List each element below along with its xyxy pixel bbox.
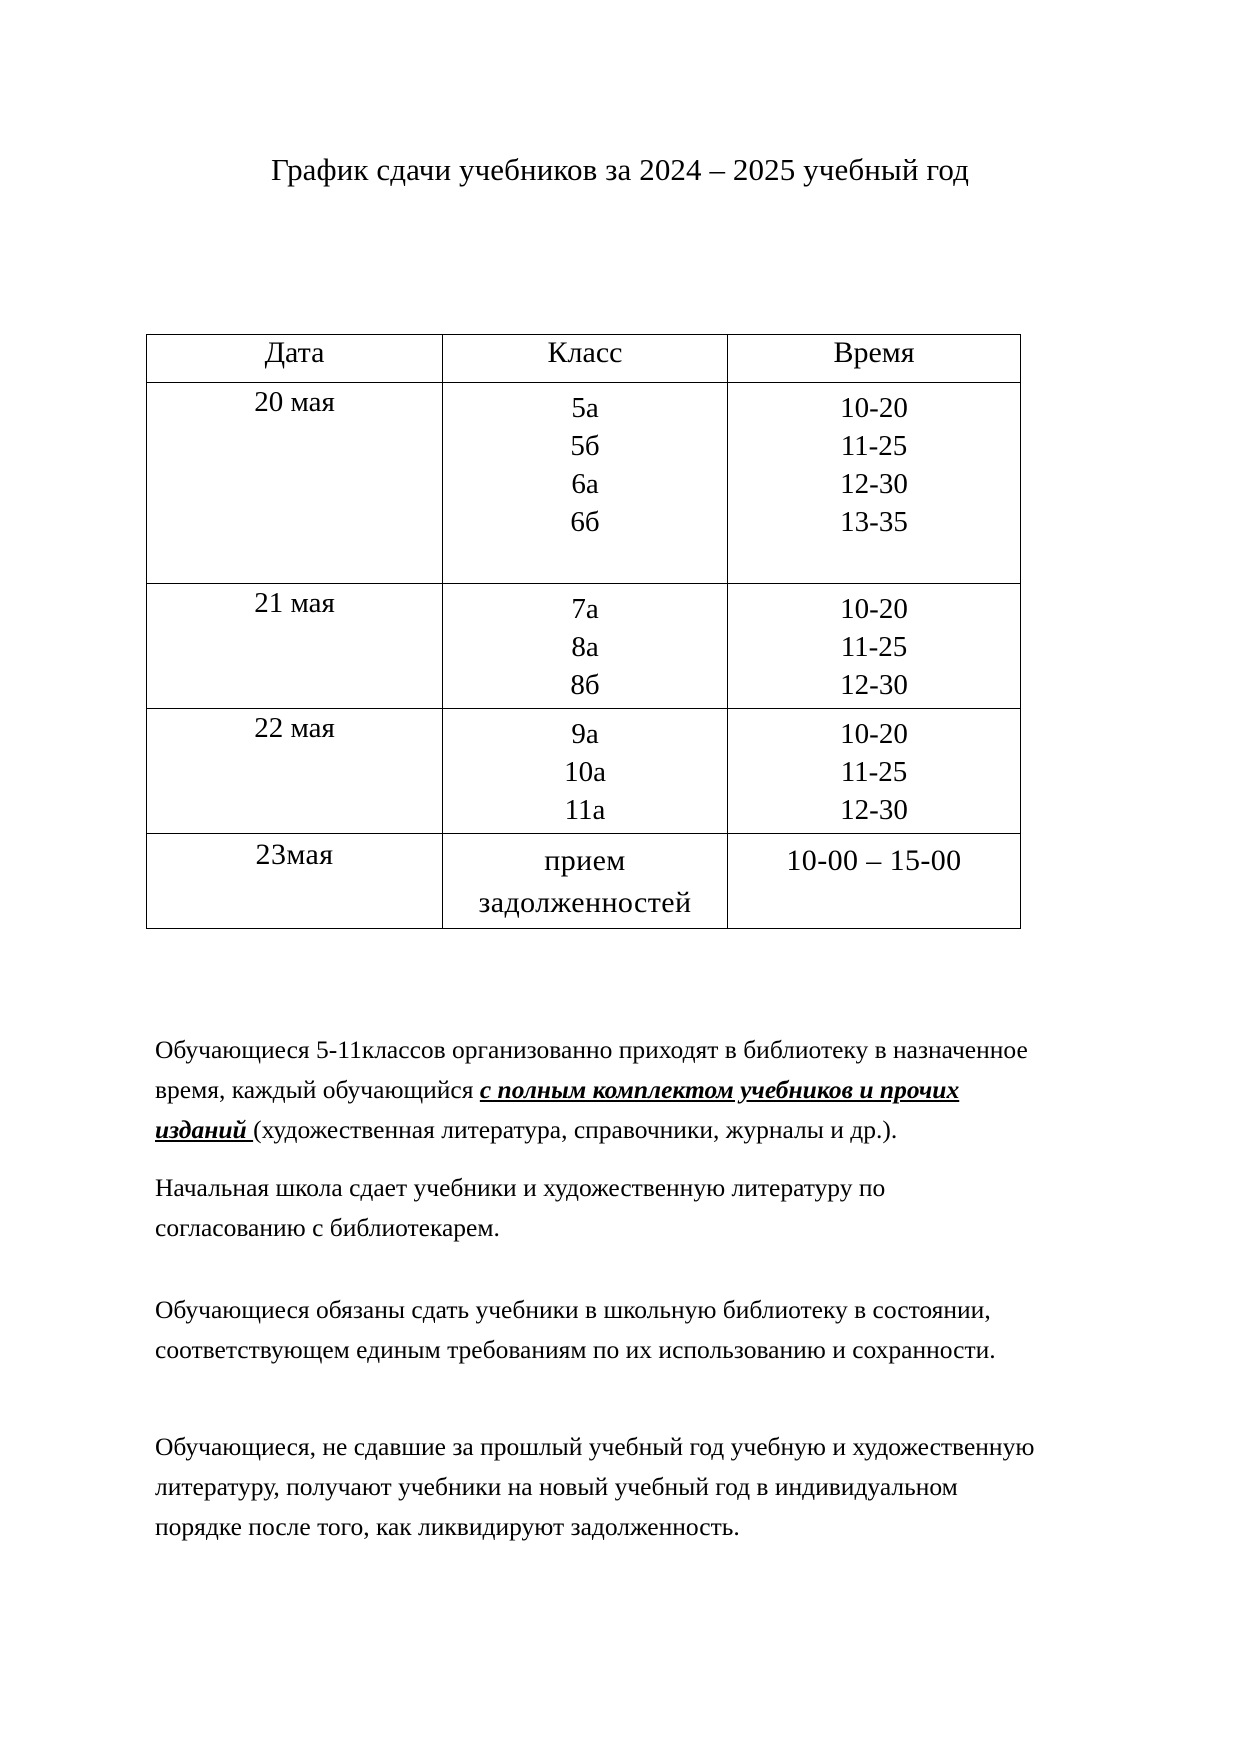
date-value: 21 мая (254, 587, 335, 619)
cell-class (443, 584, 728, 709)
class-value: 6а (571, 468, 599, 500)
paragraph-primary-school (155, 1168, 1035, 1248)
time-value: 10-00 – 15-00 (786, 844, 962, 877)
class-value: задолженностей (478, 886, 692, 919)
class-value: 7а (571, 593, 599, 625)
class-value: 8б (570, 669, 600, 701)
cell-time (728, 709, 1021, 834)
table-row (147, 709, 1021, 834)
column-header-date: Дата (147, 335, 443, 383)
paragraph-text: Начальная школа сдает учебники и художественную литературу по согласованию с библиотекарем. (155, 1173, 886, 1242)
class-value: 9а (571, 718, 599, 750)
time-value: 10-20 (840, 392, 908, 424)
paragraph-text (155, 1030, 1035, 1150)
cell-date (147, 584, 443, 709)
class-value: 10а (564, 756, 606, 788)
class-value: 6б (570, 506, 600, 538)
cell-date (147, 834, 443, 929)
paragraph-debtors (155, 1427, 1035, 1547)
class-value: 5б (570, 430, 600, 462)
time-spacer (728, 541, 1020, 579)
cell-date (147, 709, 443, 834)
paragraph-segment-plain-2: (художественная литература, справочники, журналы и др.). (253, 1115, 898, 1144)
paragraph-segment-emphasis: с полным комплектом учебников и прочих изданий (155, 1075, 960, 1144)
class-spacer (443, 541, 727, 579)
cell-class (443, 709, 728, 834)
class-value: 5а (571, 392, 599, 424)
column-header-class: Класс (443, 335, 728, 383)
class-value: 11а (564, 794, 606, 826)
cell-class (443, 383, 728, 584)
table-row (147, 383, 1021, 584)
time-value: 11-25 (840, 430, 908, 462)
time-value: 11-25 (840, 756, 908, 788)
time-value: 10-20 (840, 593, 908, 625)
page-title: График сдачи учебников за 2024 – 2025 учебный год (271, 152, 969, 187)
class-value: прием (544, 844, 626, 877)
time-value: 12-30 (840, 669, 908, 701)
paragraph-text: Обучающиеся обязаны сдать учебники в школьную библиотеку в состоянии, соответствующем единым требованиям по их использованию и сохранности. (155, 1295, 996, 1364)
column-header-time: Время (728, 335, 1021, 383)
date-value: 22 мая (254, 712, 335, 744)
table-row (147, 584, 1021, 709)
date-value: 20 мая (254, 386, 335, 418)
cell-class (443, 834, 728, 929)
paragraph-segment-plain: Обучающиеся 5-11классов организованно приходят в библиотеку в назначенное время, каждый обучающийся (155, 1035, 1028, 1104)
paragraph-condition (155, 1290, 1035, 1370)
cell-time (728, 834, 1021, 929)
time-value: 11-25 (840, 631, 908, 663)
time-value: 12-30 (840, 794, 908, 826)
paragraph-requirements (155, 1030, 1035, 1150)
time-value: 13-35 (840, 506, 908, 538)
table-header-row (147, 335, 1021, 383)
cell-time (728, 584, 1021, 709)
paragraph-text: Обучающиеся, не сдавшие за прошлый учебный год учебную и художественную литературу, получают учебники на новый учебный год в индивидуальном порядке после того, как ликвидируют задолженность. (155, 1432, 1035, 1541)
time-value: 12-30 (840, 468, 908, 500)
cell-date (147, 383, 443, 584)
cell-time (728, 383, 1021, 584)
class-value: 8а (571, 631, 599, 663)
table-row (147, 834, 1021, 929)
schedule-table-container (146, 334, 1020, 929)
date-value: 23мая (255, 838, 334, 871)
time-value: 10-20 (840, 718, 908, 750)
schedule-table (146, 334, 1021, 929)
